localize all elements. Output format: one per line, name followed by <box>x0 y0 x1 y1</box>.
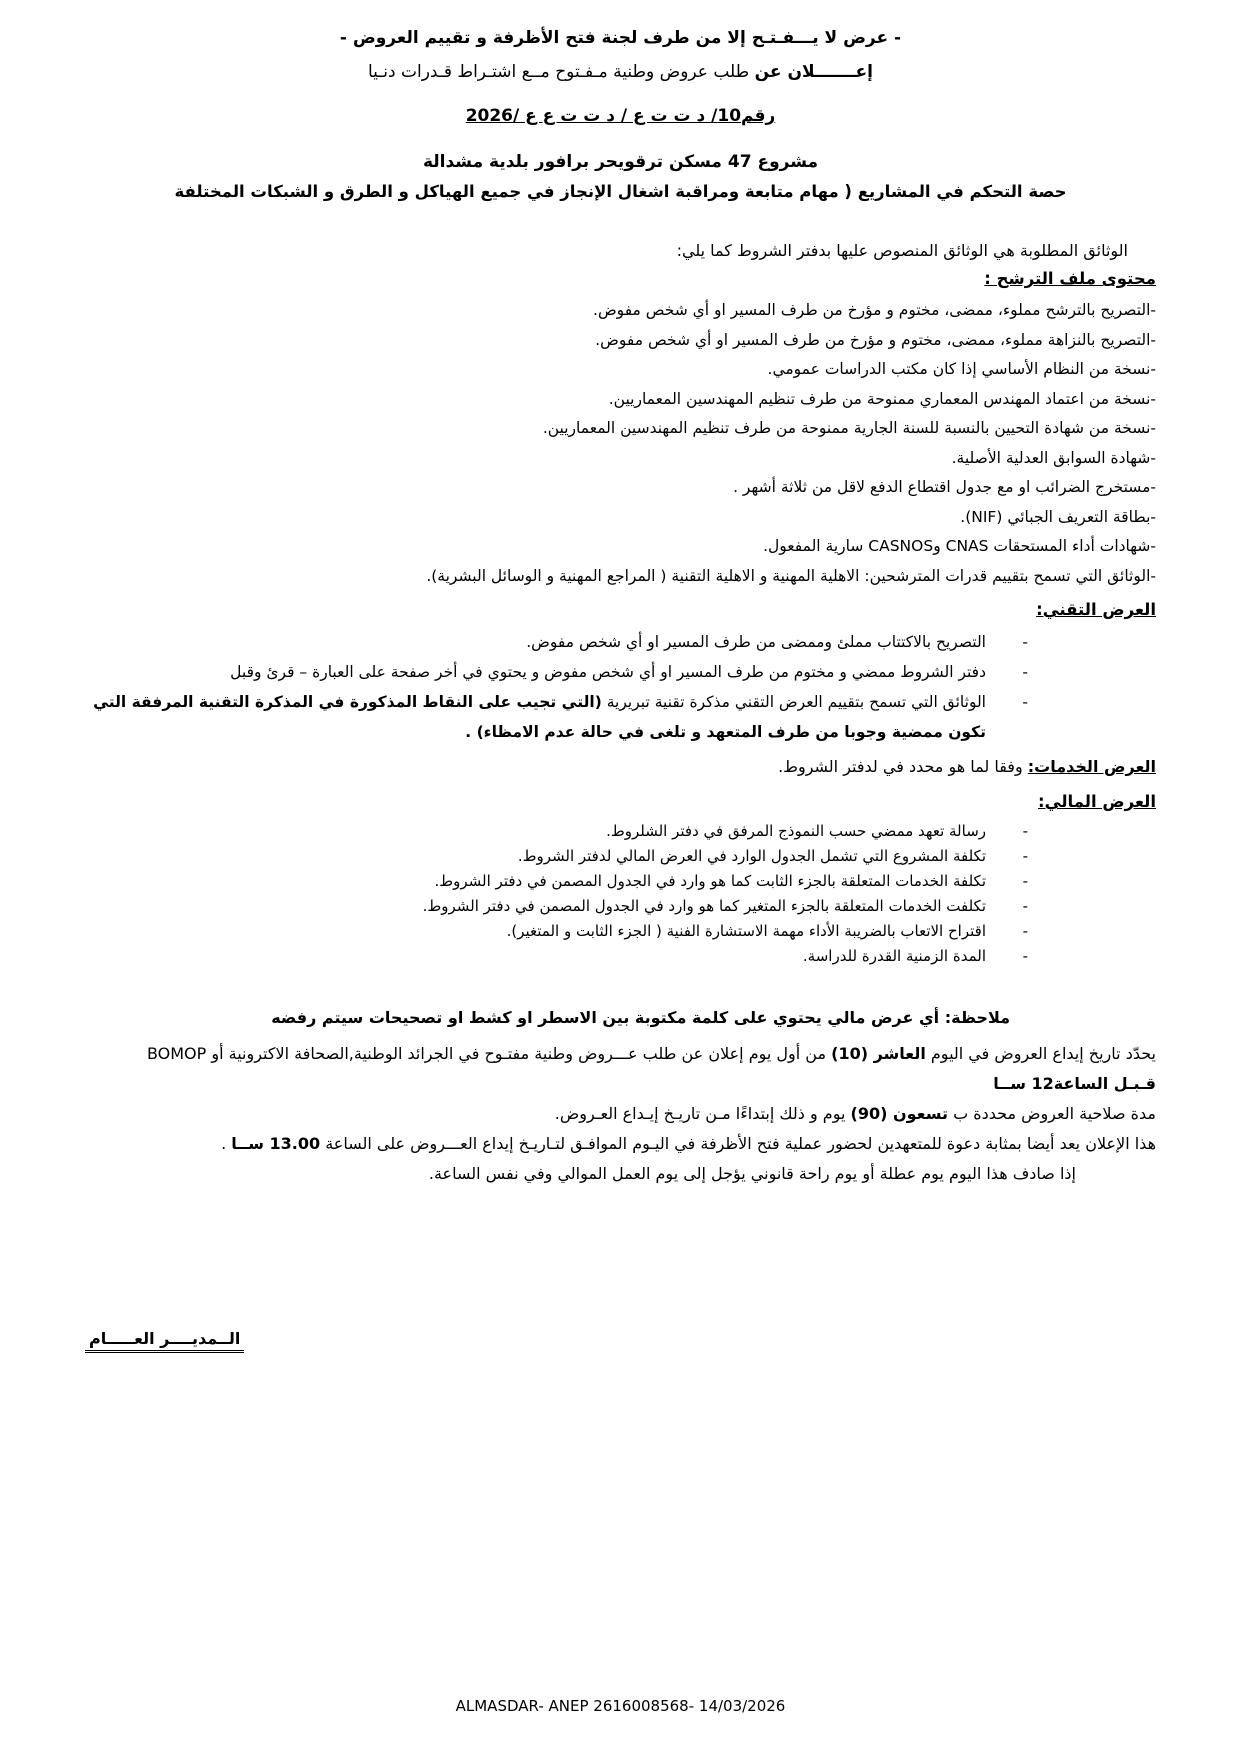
technical-item-text: التصريح بالاكتتاب مملئ وممضى من طرف المسير او أي شخص مفوض. <box>526 633 986 651</box>
dash-marker: - <box>1022 847 1028 865</box>
header-announcement-line <box>85 60 1156 84</box>
financial-item-text: اقتراح الاتعاب بالضريبة الأداء مهمة الاستشارة الفنية ( الجزء الثابت و المتغير). <box>506 922 986 940</box>
financial-item-text: تكلفت الخدمات المتعلقة بالجزء المتغير كما هو وارد في الجدول المصمن في دفتر الشروط. <box>422 897 986 915</box>
candidacy-item: -نسخة من اعتماد المهندس المعماري ممنوحة من طرف تنظيم المهندسين المعماريين. <box>608 389 1156 408</box>
candidacy-item: -بطاقة التعريف الجبائي (NIF). <box>960 507 1156 526</box>
announcement-rest: طلب عروض وطنية مـفـتوح مــع اشتـراط قـدرات دنـيا <box>368 62 755 82</box>
reference-number: رقم10/ د ت ت ع / د ت ت ع ع /2026 <box>465 106 776 126</box>
header-restriction-line: - عرض لا يـــفـتـح إلا من طرف لجنة فتح الأظرفة و تقييم العروض - <box>339 28 902 48</box>
holiday-postpone-line: إذا صادف هذا اليوم يوم عطلة أو يوم راحة قانوني يؤجل إلى يوم العمل الموالي وفي نفس الساعة. <box>428 1164 1076 1183</box>
rejection-note-line: ملاحظة: أي عرض مالي يحتوي على كلمة مكتوبة بين الاسطر او كشط او تصحيحات سيتم رفضه <box>271 1008 1010 1027</box>
dash-marker: - <box>1022 663 1028 681</box>
financial-item <box>85 819 1028 844</box>
candidacy-file-heading: محتوى ملف الترشح : <box>984 269 1156 288</box>
signature-title: الــمديــــر العـــــام <box>85 1329 244 1353</box>
candidacy-item: -التصريح بالترشح مملوء، ممضى، مختوم و مؤرخ من طرف المسير او أي شخص مفوض. <box>593 301 1156 319</box>
candidacy-item: -التصريح بالنزاهة مملوء، ممضى، مختوم و مؤرخ من طرف المسير او أي شخص مفوض. <box>595 330 1156 349</box>
deposit-time-line: قـبـل الساعة12 ســا <box>993 1074 1156 1093</box>
opening-session-line: هذا الإعلان يعد أيضا بمثابة دعوة للمتعهدين لحضور عملية فتح الأظرفة في اليـوم الموافـق لتـاريـخ إيداع العـــروض على الساعة 13.00 ســا . <box>221 1134 1156 1153</box>
financial-item <box>85 919 1028 944</box>
services-offer-text: وفقا لما هو محدد في لدفتر الشروط. <box>778 757 1028 776</box>
dash-marker: - <box>1022 947 1028 965</box>
services-offer-line <box>85 753 1156 781</box>
candidacy-item: -شهادات أداء المستحقات CNAS وCASNOS سارية المفعول. <box>763 537 1156 555</box>
dash-marker: - <box>1022 633 1028 651</box>
technical-item-text: الوثائق التي تسمح بتقييم العرض التقني مذكرة تقنية تبريرية (التي تجيب على النقاط المذكورة في المذكرة التقنية المرفقة التي تكون ممضية وجوبا من طرف المتعهد و تلغى في حالة عدم الامظاء) . <box>93 693 986 741</box>
dash-marker: - <box>1022 922 1028 940</box>
services-offer-heading: العرض الخدمات: <box>1027 757 1156 776</box>
validity-line: مدة صلاحية العروض محددة ب تسعون (90) يوم و ذلك إبتداءًا مـن تاريـخ إيـداع العـروض. <box>554 1104 1156 1123</box>
technical-offer-heading: العرض التقني: <box>1036 600 1156 619</box>
signature-block <box>85 1329 1156 1353</box>
financial-item <box>85 894 1028 919</box>
financial-item-text: تكلفة الخدمات المتعلقة بالجزء الثابت كما هو وارد في الجدول المصمن في دفتر الشروط. <box>434 872 986 890</box>
technical-item <box>85 627 1028 657</box>
technical-offer-list <box>85 627 1156 747</box>
financial-item-text: تكلفة المشروع التي تشمل الجدول الوارد في العرض المالي لدفتر الشروط. <box>517 847 986 865</box>
project-lot-line: حصة التحكم في المشاريع ( مهام متابعة ومراقبة اشغال الإنجاز في جميع الهياكل و الطرق و الشبكات المختلفة <box>174 182 1067 201</box>
financial-item <box>85 844 1028 869</box>
deposit-day-bold: العاشر (10) <box>831 1044 926 1063</box>
financial-offer-heading: العرض المالي: <box>1038 792 1156 811</box>
footer-anep-line: ALMASDAR- ANEP 2616008568- 14/03/2026 <box>455 1697 786 1715</box>
financial-item <box>85 944 1028 969</box>
dash-marker: - <box>1022 872 1028 890</box>
deposit-date-line: يحدّد تاريخ إيداع العروض في اليوم العاشر (10) من أول يوم إعلان عن طلب عـــروض وطنية مفتـوح في الجرائد الوطنية,الصحافة الاكترونية أو BOMOP <box>146 1044 1156 1063</box>
technical-item <box>85 657 1028 687</box>
candidacy-item: -نسخة من النظام الأساسي إذا كان مكتب الدراسات عمومي. <box>767 360 1156 378</box>
candidacy-item: -شهادة السوابق العدلية الأصلية. <box>951 448 1156 467</box>
dash-marker: - <box>1022 897 1028 915</box>
financial-item-text: المدة الزمنية القدرة للدراسة. <box>802 947 986 965</box>
financial-item-text: رسالة تعهد ممضي حسب النموذج المرفق في دفتر الشلروط. <box>606 822 986 840</box>
candidacy-item: -مستخرج الضرائب او مع جدول اقتطاع الدفع لاقل من ثلاثة أشهر . <box>733 478 1156 496</box>
candidacy-item: -الوثائق التي تسمح بتقييم قدرات المترشحين: الاهلية المهنية و الاهلية التقنية ( المراجع المهنية و الوسائل البشرية). <box>426 566 1156 585</box>
technical-item-text: دفتر الشروط ممضي و مختوم من طرف المسير او أي شخص مفوض و يحتوي في أخر صفحة على العبارة – قرئ وقبل <box>230 663 986 681</box>
dash-marker: - <box>1022 693 1028 711</box>
validity-days-bold: تسعون (90) <box>850 1104 948 1123</box>
candidacy-item: -نسخة من شهادة التحيين بالنسبة للسنة الجارية ممنوحة من طرف تنظيم المهندسين المعماريين. <box>542 419 1156 437</box>
dash-marker: - <box>1022 822 1028 840</box>
required-documents-intro: الوثائق المطلوبة هي الوثائق المنصوص عليها بدفتر الشروط كما يلي: <box>676 241 1128 260</box>
opening-hour-bold: 13.00 ســا <box>231 1134 321 1153</box>
candidacy-file-list <box>85 296 1156 591</box>
technical-item <box>85 687 1028 747</box>
announcement-label: إعـــــــلان عن <box>754 62 873 82</box>
financial-item <box>85 869 1028 894</box>
project-title: مشروع 47 مسكن ترقويحر برافور بلدية مشدالة <box>422 152 819 172</box>
financial-offer-list <box>85 819 1156 969</box>
